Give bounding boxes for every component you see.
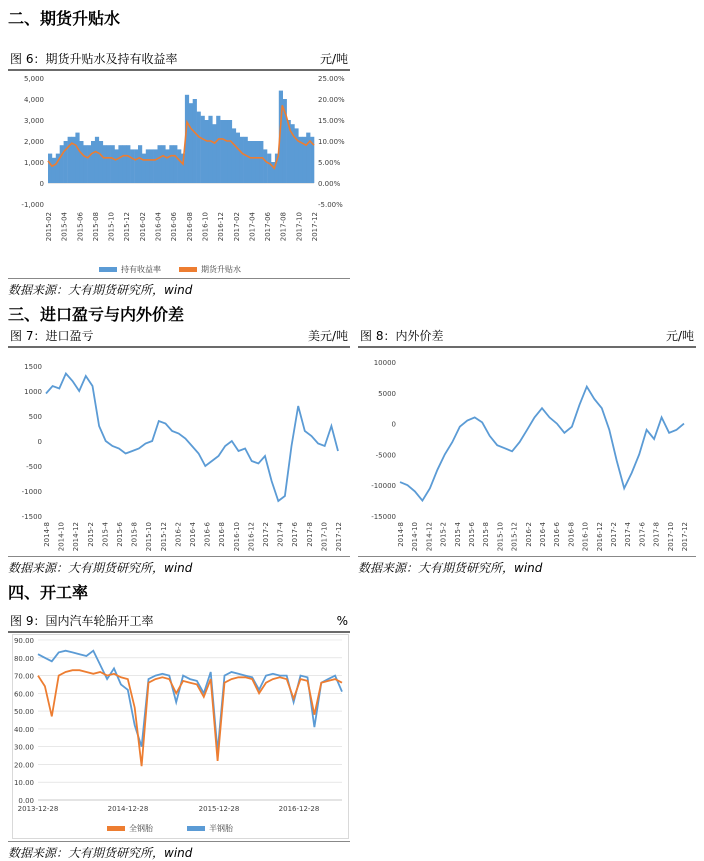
fig7-x-tick-label: 2014-12: [72, 522, 81, 552]
fig6-yield-bar: [165, 149, 169, 183]
fig6-yield-bar: [236, 133, 240, 183]
fig8-x-tick-label: 2016-2: [524, 522, 533, 547]
fig6-legend-swatch: [179, 267, 197, 272]
fig7-x-tick-label: 2017-12: [335, 522, 343, 552]
fig6-yield-bar: [161, 145, 165, 183]
fig8-x-tick-label: 2017-8: [652, 522, 661, 547]
figure-8-title: 图 8：内外价差: [360, 329, 444, 343]
fig6-yield-bar: [173, 145, 177, 183]
fig6-y-tick-label: 10.00%: [318, 138, 345, 146]
fig6-yield-bar: [150, 149, 154, 183]
section-title-operating-rate: 四、开工率: [8, 583, 89, 602]
fig6-yield-bar: [52, 158, 56, 183]
fig9-y-tick-label: 10.00: [13, 779, 34, 788]
fig6-yield-bar: [79, 141, 83, 183]
fig7-x-tick-label: 2015-2: [86, 522, 95, 547]
fig6-x-tick-label: 2015-10: [107, 212, 116, 242]
fig9-y-tick-label: 30.00: [13, 743, 34, 752]
fig9-y-tick-label: 90.00: [13, 637, 34, 645]
fig7-x-tick-label: 2016-8: [218, 522, 227, 547]
fig6-x-tick-label: 2017-12: [311, 212, 319, 242]
fig6-yield-bar: [197, 112, 201, 183]
fig6-yield-bar: [118, 145, 122, 183]
fig7-import-profit-line: [46, 374, 338, 502]
fig7-x-tick-label: 2016-4: [189, 522, 197, 547]
fig6-yield-bar: [115, 149, 119, 183]
fig6-yield-bar: [216, 116, 220, 183]
fig6-yield-bar: [48, 154, 52, 183]
fig6-x-tick-label: 2017-10: [295, 212, 304, 242]
fig8-y-tick-label: 10000: [373, 359, 396, 367]
fig8-x-tick-label: 2017-6: [638, 522, 647, 547]
figure-8-chart: [358, 350, 696, 555]
figure-7-source: 数据来源：大有期货研究所，wind: [8, 556, 350, 576]
fig9-x-tick-label: 2016-12-28: [278, 805, 320, 813]
fig6-yield-bar: [263, 149, 267, 183]
fig7-y-tick-label: 0: [37, 438, 42, 446]
fig6-yield-bar: [146, 149, 150, 183]
fig8-y-tick-label: -15000: [371, 513, 396, 521]
fig7-y-tick-label: 500: [28, 413, 42, 421]
fig6-yield-bar: [177, 149, 181, 183]
fig6-y-tick-label: -1,000: [21, 201, 44, 209]
fig9-y-tick-label: 50.00: [13, 708, 34, 717]
fig8-x-tick-label: 2017-10: [666, 522, 675, 552]
fig6-y-tick-label: 15.00%: [318, 117, 345, 125]
fig6-x-tick-label: 2015-04: [60, 212, 69, 242]
section-title-futures-basis: 二、期货升贴水: [8, 9, 121, 28]
fig6-yield-bar: [158, 145, 162, 183]
fig8-x-tick-label: 2017-4: [624, 522, 633, 547]
fig6-yield-bar: [99, 141, 103, 183]
fig8-y-tick-label: -10000: [371, 482, 396, 491]
fig6-y-tick-label: 5,000: [23, 75, 44, 83]
fig6-yield-bar: [251, 141, 255, 183]
fig8-x-tick-label: 2017-2: [610, 522, 618, 547]
fig7-x-tick-label: 2014-8: [43, 522, 51, 547]
fig6-x-tick-label: 2015-12: [123, 212, 132, 242]
fig6-yield-bar: [205, 120, 209, 183]
fig6-x-tick-label: 2017-06: [264, 212, 273, 242]
figure-7-chart: [8, 350, 350, 555]
figure-8-source: 数据来源：大有期货研究所，wind: [358, 556, 696, 576]
fig6-x-tick-label: 2016-02: [138, 212, 147, 242]
fig9-y-tick-label: 20.00: [13, 761, 34, 770]
fig6-x-tick-label: 2016-10: [201, 212, 210, 242]
fig6-yield-bar: [220, 120, 224, 183]
fig8-x-tick-label: 2016-4: [539, 522, 547, 547]
fig7-x-tick-label: 2015-8: [130, 522, 139, 547]
fig7-x-tick-label: 2017-8: [305, 522, 314, 547]
figure-6-chart: [8, 72, 350, 277]
fig6-yield-bar: [130, 149, 134, 183]
fig6-yield-bar: [111, 145, 115, 183]
fig8-x-tick-label: 2015-4: [453, 522, 462, 547]
figure-9-source: 数据来源：大有期货研究所，wind: [8, 841, 350, 861]
fig8-x-tick-label: 2016-6: [553, 522, 562, 547]
fig6-yield-bar: [75, 133, 79, 183]
figure-6-title: 图 6：期货升贴水及持有收益率: [10, 52, 178, 66]
fig7-x-tick-label: 2015-4: [101, 522, 110, 547]
fig6-yield-bar: [228, 120, 232, 183]
fig7-x-tick-label: 2014-10: [57, 522, 66, 552]
fig6-x-tick-label: 2016-06: [170, 212, 179, 242]
fig8-x-tick-label: 2015-12: [510, 522, 519, 552]
fig6-y-tick-label: 0: [39, 180, 44, 188]
figure-9-header: [8, 611, 350, 633]
fig6-yield-bar: [87, 145, 91, 183]
fig6-y-tick-label: -5.00%: [318, 201, 343, 209]
fig6-x-tick-label: 2015-02: [45, 212, 53, 242]
fig6-yield-bar: [91, 141, 95, 183]
fig6-yield-bar: [224, 120, 228, 183]
fig6-yield-bar: [60, 145, 64, 183]
fig6-x-tick-label: 2016-12: [217, 212, 226, 242]
fig8-x-tick-label: 2014-8: [397, 522, 405, 547]
fig6-x-tick-label: 2017-08: [279, 212, 288, 242]
fig6-yield-bar: [103, 145, 107, 183]
fig8-x-tick-label: 2014-12: [425, 522, 434, 552]
fig6-yield-bar: [240, 137, 244, 183]
fig6-yield-bar: [107, 145, 111, 183]
fig9-y-tick-label: 80.00: [13, 654, 34, 663]
figure-7-title: 图 7：进口盈亏: [10, 329, 94, 343]
fig7-y-tick-label: -1500: [21, 513, 42, 521]
fig6-y-tick-label: 0.00%: [318, 180, 341, 188]
fig8-y-tick-label: 5000: [378, 389, 396, 398]
fig9-x-tick-label: 2015-12-28: [198, 805, 240, 813]
figure-7-header: [8, 326, 350, 348]
fig9-x-tick-label: 2014-12-28: [107, 805, 149, 813]
fig6-yield-bar: [259, 141, 263, 183]
figure-6-unit: 元/吨: [319, 52, 348, 66]
fig8-price-spread-line: [400, 387, 684, 501]
fig8-x-tick-label: 2015-6: [468, 522, 476, 547]
fig7-x-tick-label: 2017-6: [291, 522, 300, 547]
fig7-y-tick-label: 1500: [24, 363, 42, 371]
fig8-x-tick-label: 2016-12: [595, 522, 604, 552]
fig9-legend-swatch: [107, 826, 125, 831]
fig7-x-tick-label: 2016-10: [232, 522, 241, 552]
figure-9-unit: %: [336, 614, 348, 628]
fig6-yield-bar: [267, 154, 271, 183]
fig9-y-tick-label: 0.00: [18, 797, 34, 805]
fig6-y-tick-label: 2,000: [23, 138, 44, 146]
fig9-y-tick-label: 70.00: [13, 672, 34, 681]
fig6-legend-label: 持有收益率: [121, 265, 161, 274]
fig6-y-tick-label: 20.00%: [318, 96, 345, 104]
fig6-y-tick-label: 1,000: [23, 159, 44, 167]
fig6-x-tick-label: 2015-06: [76, 212, 85, 242]
fig7-x-tick-label: 2017-10: [320, 522, 329, 552]
fig7-y-tick-label: -500: [26, 463, 42, 471]
fig9-y-tick-label: 40.00: [13, 725, 34, 734]
fig9-legend-label: 半钢胎: [209, 824, 233, 833]
figure-8-header: [358, 326, 696, 348]
fig7-x-tick-label: 2017-2: [262, 522, 270, 547]
section-title-import-profit: 三、进口盈亏与内外价差: [8, 305, 185, 324]
fig6-yield-bar: [138, 145, 142, 183]
fig6-yield-bar: [244, 137, 248, 183]
fig6-yield-bar: [122, 145, 126, 183]
fig6-yield-bar: [232, 128, 236, 183]
fig6-y-tick-label: 25.00%: [318, 75, 345, 83]
fig6-x-tick-label: 2015-08: [91, 212, 100, 242]
fig9-line-all-steel: [38, 670, 342, 766]
fig9-legend-swatch: [187, 826, 205, 831]
fig7-x-tick-label: 2016-2: [174, 522, 183, 547]
fig6-yield-bar: [83, 145, 87, 183]
fig7-x-tick-label: 2015-6: [116, 522, 124, 547]
fig8-y-tick-label: 0: [391, 420, 396, 429]
fig6-x-tick-label: 2017-02: [232, 212, 241, 242]
fig9-y-tick-label: 60.00: [13, 690, 34, 699]
fig8-x-tick-label: 2016-8: [567, 522, 576, 547]
figure-6-header: [8, 49, 350, 71]
fig6-yield-bar: [142, 154, 146, 183]
fig6-y-tick-label: 5.00%: [318, 159, 341, 167]
fig6-y-tick-label: 4,000: [23, 96, 44, 104]
fig7-y-tick-label: -1000: [21, 488, 42, 496]
fig6-yield-bar: [154, 149, 158, 183]
fig7-x-tick-label: 2015-10: [145, 522, 154, 552]
figure-9-title: 图 9：国内汽车轮胎开工率: [10, 614, 154, 628]
fig6-yield-bar: [212, 124, 216, 183]
fig6-yield-bar: [248, 141, 252, 183]
fig8-x-tick-label: 2014-10: [411, 522, 420, 552]
fig9-legend-label: 全钢胎: [129, 824, 153, 833]
fig7-x-tick-label: 2016-6: [203, 522, 212, 547]
fig6-x-tick-label: 2016-04: [154, 212, 163, 242]
fig8-x-tick-label: 2015-8: [482, 522, 491, 547]
fig6-x-tick-label: 2017-04: [248, 211, 257, 242]
fig7-x-tick-label: 2017-4: [276, 522, 285, 547]
fig9-line-semi-steel: [38, 651, 342, 752]
fig6-yield-bar: [208, 116, 212, 183]
fig8-x-tick-label: 2015-2: [439, 522, 448, 547]
fig6-yield-bar: [134, 149, 138, 183]
fig6-yield-bar: [294, 128, 298, 183]
fig6-yield-bar: [193, 99, 197, 183]
fig8-x-tick-label: 2016-10: [581, 522, 590, 552]
fig7-y-tick-label: 1000: [24, 388, 42, 396]
fig8-x-tick-label: 2015-10: [496, 522, 505, 552]
fig6-y-tick-label: 3,000: [23, 117, 44, 125]
fig6-yield-bar: [95, 137, 99, 183]
fig8-y-tick-label: -5000: [375, 451, 396, 460]
figure-8-unit: 元/吨: [665, 329, 694, 343]
fig7-x-tick-label: 2015-12: [159, 522, 168, 552]
figure-9-chart: [12, 634, 350, 840]
fig6-yield-bar: [189, 103, 193, 183]
fig6-yield-bar: [255, 141, 259, 183]
fig6-yield-bar: [201, 116, 205, 183]
fig6-yield-bar: [169, 145, 173, 183]
fig6-legend-label: 期货升贴水: [201, 265, 241, 274]
fig6-x-tick-label: 2016-08: [185, 212, 194, 242]
fig6-yield-bar: [126, 145, 130, 183]
fig6-legend-swatch: [99, 267, 117, 272]
figure-7-unit: 美元/吨: [307, 329, 348, 343]
fig9-x-tick-label: 2013-12-28: [17, 805, 59, 813]
fig7-x-tick-label: 2016-12: [247, 522, 256, 552]
figure-6-source: 数据来源：大有期货研究所，wind: [8, 278, 350, 298]
fig8-x-tick-label: 2017-12: [681, 522, 689, 552]
